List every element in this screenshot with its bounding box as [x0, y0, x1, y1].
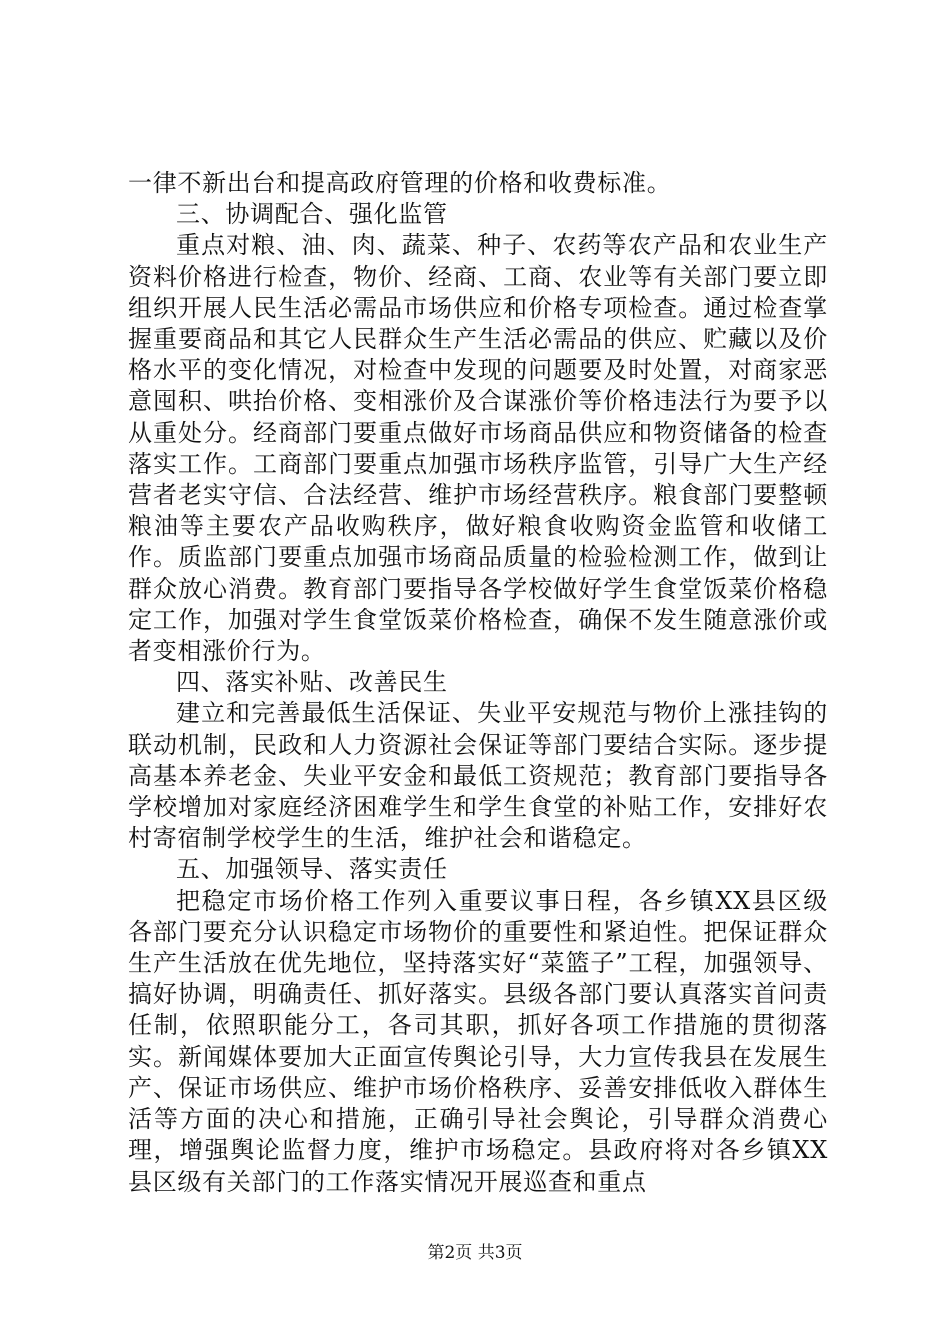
section-heading-5: 五、加强领导、落实责任	[176, 855, 448, 884]
paragraph-section-3: 重点对粮、油、肉、蔬菜、种子、农药等农产品和农业生产资料价格进行检查，物价、经商、工商、农业等有关部门要立即组织开展人民生活必需品市场供应和价格专项检查。通过检查掌握重要商品和其它人民群众生产生活必需品的供应、贮藏以及价格水平的变化情况，对检查中发现的问题要及时处置，对商家恶意囤积、哄抬价格、变相涨价及合谋涨价等价格违法行为要予以从重处分。经商部门要重点做好市场商品供应和物资储备的检查落实工作。工商部门要重点加强市场秩序监管，引导广大生产经营者老实守信、合法经营、维护市场经营秩序。粮食部门要整顿粮油等主要农产品收购秩序，做好粮食收购资金监管和收储工作。质监部门要重点加强市场商品质量的检验检测工作，做到让群众放心消费。教育部门要指导各学校做好学生食堂饭菜价格稳定工作，加强对学生食堂饭菜价格检查，确保不发生随意涨价或者变相涨价行为。	[128, 231, 828, 666]
section-heading-4: 四、落实补贴、改善民生	[176, 668, 448, 697]
paragraph-section-5: 把稳定市场价格工作列入重要议事日程，各乡镇XX县区级各部门要充分认识稳定市场物价的重要性和紧迫性。把保证群众生产生活放在优先地位，坚持落实好“菜篮子”工程，加强领导、搞好协调，明确责任、抓好落实。县级各部门要认真落实首问责任制，依照职能分工，各司其职，抓好各项工作措施的贯彻落实。新闻媒体要加大正面宣传舆论引导，大力宣传我县在发展生产、保证市场供应、维护市场价格秩序、妥善安排低收入群体生活等方面的决心和措施，正确引导社会舆论，引导群众消费心理，增强舆论监督力度，维护市场稳定。县政府将对各乡镇XX县区级有关部门的工作落实情况开展巡查和重点	[128, 886, 828, 1196]
paragraph-section-4: 建立和完善最低生活保证、失业平安规范与物价上涨挂钩的联动机制，民政和人力资源社会保证等部门要结合实际。逐步提高基本养老金、失业平安金和最低工资规范；教育部门要指导各学校增加对家庭经济困难学生和学生食堂的补贴工作，安排好农村寄宿制学校学生的生活，维护社会和谐稳定。	[128, 699, 828, 853]
document-body	[128, 168, 828, 1198]
section-heading-3: 三、协调配合、强化监管	[176, 200, 448, 229]
paragraph-continuation: 一律不新出台和提高政府管理的价格和收费标准。	[128, 169, 672, 197]
page-number-footer: 第2页 共3页	[427, 1243, 523, 1263]
